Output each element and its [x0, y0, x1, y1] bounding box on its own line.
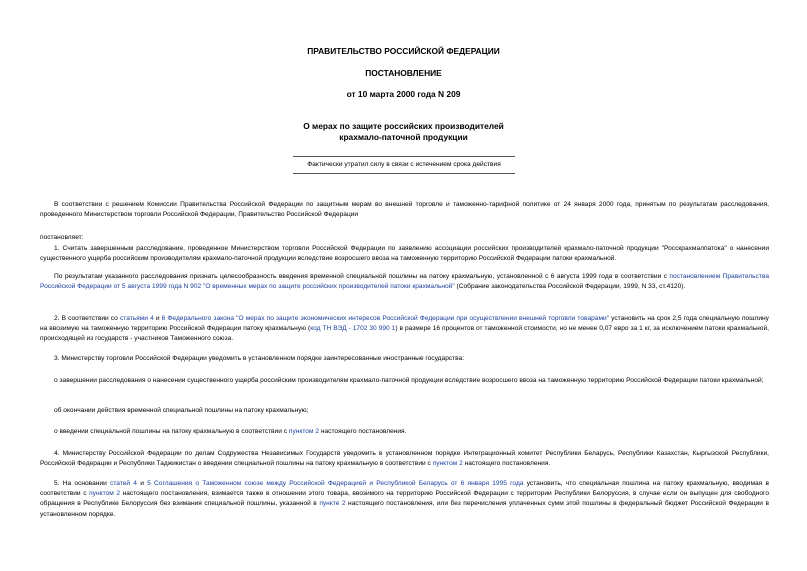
clause-2-link[interactable]: пунктом 2	[288, 428, 320, 435]
paragraph-3: 3. Министерству торговли Российской Федерации уведомить в установленном порядке заинтересованные иностранные государства:	[54, 355, 465, 362]
title-line-2: крахмало-паточной продукции	[339, 132, 468, 142]
clause-2-link[interactable]: пунктом 2	[89, 490, 121, 498]
paragraph-2: 2. В соответствии со статьями 4 и 6 Федерального закона "О мерах по защите экономических интересов Российской Федерации при осуществлении внешней торговли товарами" установить на срок 2,5 года специальную пошлину на ввозимую на таможенную территорию Российской Федерации патоку крахмальную (код ТН ВЭД - 1702 30 990 1) в размере 16 процентов от таможенной стоимости, но не менее 0,07 евро за 1 кг, за исключением патоки крахмальной, происходящей из государств - участников Таможенного союза.	[40, 315, 769, 343]
tn-ved-code-link[interactable]: код ТН ВЭД - 1702 30 990 1	[310, 325, 396, 333]
clause-2-link[interactable]: пункте 2	[319, 500, 346, 508]
article-4-link[interactable]: статьями 4	[119, 315, 154, 322]
resolves-paragraph: постановляет:	[40, 234, 84, 241]
title-line-1: О мерах по защите российских производителей	[303, 121, 504, 131]
status-note: Фактически утратил силу в связи с истечением срока действия	[293, 156, 515, 174]
decree-902-link[interactable]: постановлением Правительства Российской Федерации от 5 августа 1999 года N 902 "О временных мерах по защите российских производителей патоки крахмальной"	[40, 273, 770, 291]
paragraph-3c: о введении специальной пошлины на патоку крахмальную в соответствии с пунктом 2 настоящего постановления.	[54, 428, 407, 435]
articles-4-link[interactable]: статей 4	[110, 480, 137, 487]
paragraph-3a: о завершении расследования о нанесении существенного ущерба российским производителям крахмало-паточной продукции вследствие возросшего ввоза на таможенную территорию Российской Федерации патоки крахмальной;	[54, 377, 764, 384]
paragraph-5: 5. На основании статей 4 и 5 Соглашения о Таможенном союзе между Российской Федерацией и Республикой Беларусь от 6 января 1995 года установить, что специальная пошлина на патоку крахмальную, вводимая в соответствии с пунктом 2 настоящего постановления, взимается также в отношении этого товара, ввозимого на территорию Российской Федерации с территории Республики Белоруссия, в случае если он выпущен для свободного обращения в Республике Белоруссия без взимания специальной пошлины, указанной в пункте 2 настоящего постановления, или без перечисления уплаченных сумм этой пошлины в федеральный бюджет Российской Федерации в установленном порядке.	[40, 480, 769, 518]
org-heading: ПРАВИТЕЛЬСТВО РОССИЙСКОЙ ФЕДЕРАЦИИ	[307, 46, 500, 56]
clause-2-link[interactable]: пунктом 2	[432, 460, 463, 468]
doc-type-heading: ПОСТАНОВЛЕНИЕ	[365, 68, 442, 78]
paragraph-1b: По результатам указанного расследования признать целесообразность введения временной специальной пошлины на патоку крахмальную, установленной с 6 августа 1999 года в соответствии с постановлением Правительства Российской Федерации от 5 августа 1999 года N 902 "О временных мерах по защите российских производителей патоки крахмальной" (Собрание законодательства Российской Федерации, 1999, N 33, ст.4120).	[40, 273, 770, 291]
intro-paragraph: В соответствии с решением Комиссии Правительства Российской Федерации по защитным мерам во внешней торговле и таможенно-тарифной политике от 24 января 2000 года, принятым по результатам расследования, проведенного Министерством торговли Российской Федерации, Правительство Российской Федерации	[40, 201, 769, 219]
date-number-heading: от 10 марта 2000 года N 209	[346, 89, 461, 99]
federal-law-link[interactable]: 6 Федерального закона "О мерах по защите экономических интересов Российской Федерации при осуществлении внешней торговли товарами"	[161, 315, 610, 322]
customs-union-agreement-link[interactable]: 5 Соглашения о Таможенном союзе между Российской Федерацией и Республикой Беларусь от 6 января 1995 года	[147, 480, 524, 487]
paragraph-3b: об окончании действия временной специальной пошлины на патоку крахмальную;	[54, 407, 309, 414]
paragraph-1: 1. Считать завершенным расследование, проведенное Министерством торговли Российской Федерации по заявлению ассоциации российских производителей крахмало-паточной продукции "Росскрахмалпатока" о нанесении существенного ущерба российским производителям крахмало-паточной продукции вследствие возросшего ввоза на таможенную территорию Российской Федерации патоки крахмальной.	[40, 245, 769, 263]
paragraph-4: 4. Министерству Российской Федерации по делам Содружества Независимых Государств уведомить в установленном порядке Интеграционный комитет Республики Беларусь, Республики Казахстан, Кыргызской Республики, Российской Федерации и Республики Таджикистан о введении специальной пошлины на патоку крахмальную в соответствии с пунктом 2 настоящего постановления.	[40, 450, 769, 468]
